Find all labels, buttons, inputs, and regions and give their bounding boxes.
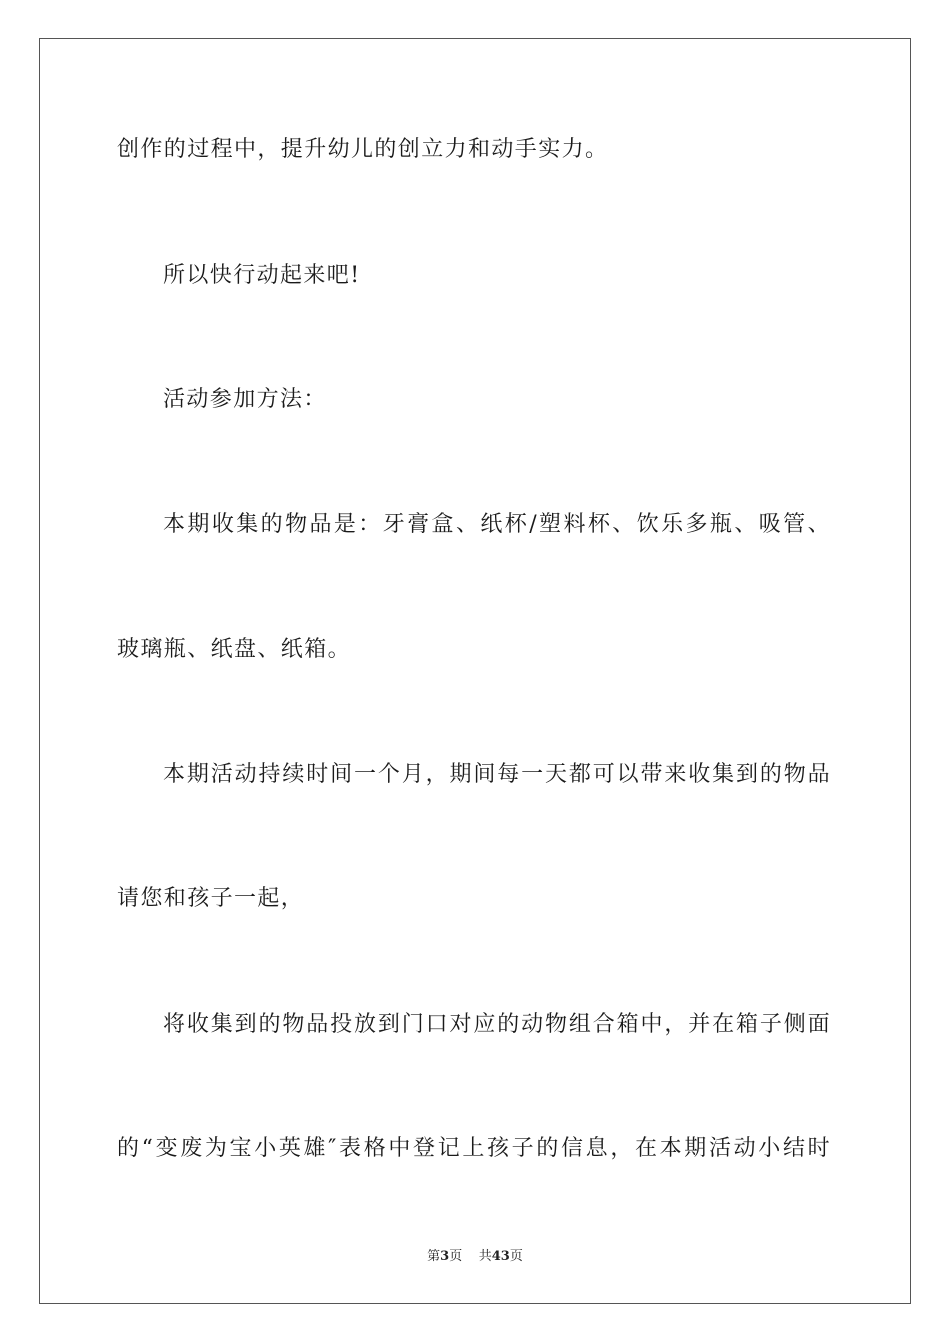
page-footer: [0, 1248, 950, 1266]
text-line-8: 将收集到的物品投放到门口对应的动物组合箱中，并在箱子侧面: [163, 1012, 831, 1037]
footer-total-suffix: 页: [509, 1249, 523, 1264]
text-line-3: 活动参加方法：: [163, 387, 327, 412]
footer-page-prefix: 第: [427, 1249, 441, 1264]
text-line-6: 本期活动持续时间一个月，期间每一天都可以带来收集到的物品: [163, 762, 831, 787]
text-line-4: 本期收集的物品是：牙膏盒、纸杯/塑料杯、饮乐多瓶、吸管、: [163, 512, 831, 537]
text-line-2: 所以快行动起来吧!: [163, 263, 361, 288]
page-frame: [39, 38, 911, 1304]
text-line-7: 请您和孩子一起，: [117, 886, 305, 911]
footer-total-prefix: 共: [478, 1249, 492, 1264]
text-line-5: 玻璃瓶、纸盘、纸箱。: [117, 637, 352, 662]
footer-page-total: 43: [491, 1249, 510, 1264]
footer-page-current: 3: [440, 1249, 450, 1264]
footer-page-suffix: 页: [449, 1249, 463, 1264]
text-line-1: 创作的过程中，提升幼儿的创立力和动手实力。: [117, 137, 609, 162]
text-line-9: 的“变废为宝小英雄″表格中登记上孩子的信息，在本期活动小结时: [117, 1136, 831, 1161]
